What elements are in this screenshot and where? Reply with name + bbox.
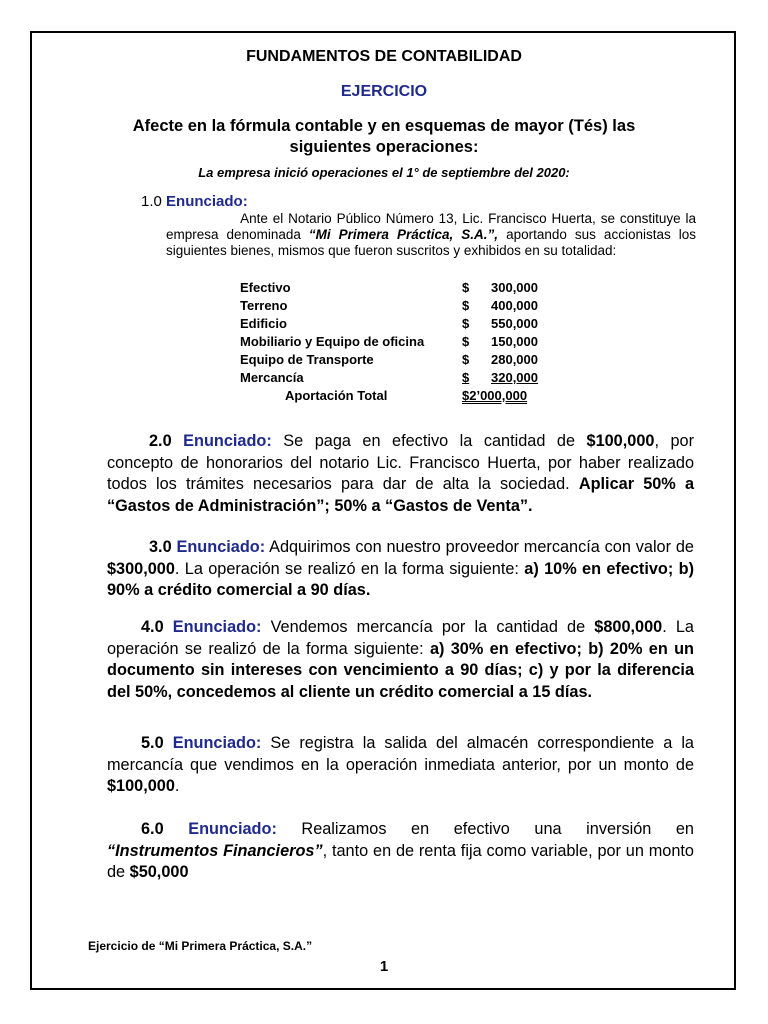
document-title: FUNDAMENTOS DE CONTABILIDAD [246, 48, 522, 65]
operation-4-label: Enunciado: [172, 618, 262, 636]
operation-2-label: Enunciado: [183, 432, 272, 450]
operation-6-text: 6.0 Enunciado: Realizamos en efectivo una inversión en “Instrumentos Financieros”, tanto en de renta fija como variable, por un monto de $50,000 [107, 820, 694, 882]
page-number: 1 [379, 958, 389, 975]
operation-5-label: Enunciado: [172, 734, 262, 752]
operation-1-label: Enunciado: [166, 193, 248, 210]
operation-1-heading [141, 193, 248, 210]
operation-3-label: Enunciado: [176, 538, 266, 556]
instruction-text: Afecte en la fórmula contable y en esquemas de mayor (Tés) las siguientes operaciones: [132, 117, 636, 156]
operation-3-text: 3.0 Enunciado: Adquirimos con nuestro proveedor mercancía con valor de $300,000. La operación se realizó en la forma siguiente: a) 10% en efectivo; b) 90% a crédito comercial a 90 días. [107, 538, 695, 600]
company-name: “Mi Primera Práctica, S.A.”, [308, 227, 499, 243]
exercise-heading: EJERCICIO [340, 83, 428, 100]
financial-instruments: “Instrumentos Financieros” [107, 841, 323, 860]
start-date-note: La empresa inició operaciones el 1° de septiembre del 2020: [198, 165, 570, 180]
operation-1-text: Ante el Notario Público Número 13, Lic. Francisco Huerta, se constituye la empresa denominada “Mi Primera Práctica, S.A.”, aportando sus accionistas los siguientes bienes, mismos que fueron suscritos y exhibidos en su totalidad: [166, 211, 696, 259]
operation-5-text: 5.0 Enunciado: Se registra la salida del almacén correspondiente a la mercancía que vendimos en la operación inmediata anterior, por un monto de $100,000. [107, 734, 694, 796]
operation-6-label: Enunciado: [188, 820, 277, 838]
operation-1-number: 1.0 [141, 193, 162, 210]
operation-2-text: 2.0 Enunciado: Se paga en efectivo la cantidad de $100,000, por concepto de honorarios del notario Lic. Francisco Huerta, por haber realizado todos los trámites necesarios para dar de alta la sociedad. Aplicar 50% a “Gastos de Administración”; 50% a “Gastos de Venta”. [107, 432, 695, 515]
footer-text: Ejercicio de “Mi Primera Práctica, S.A.” [88, 939, 313, 953]
operation-4-text: 4.0 Enunciado: Vendemos mercancía por la cantidad de $800,000. La operación se realizó de la forma siguiente: a) 30% en efectivo; b) 20% en un documento sin intereses con vencimiento a 90 días; c) y por la diferencia del 50%, concedemos al cliente un crédito comercial a 15 días. [107, 618, 694, 701]
